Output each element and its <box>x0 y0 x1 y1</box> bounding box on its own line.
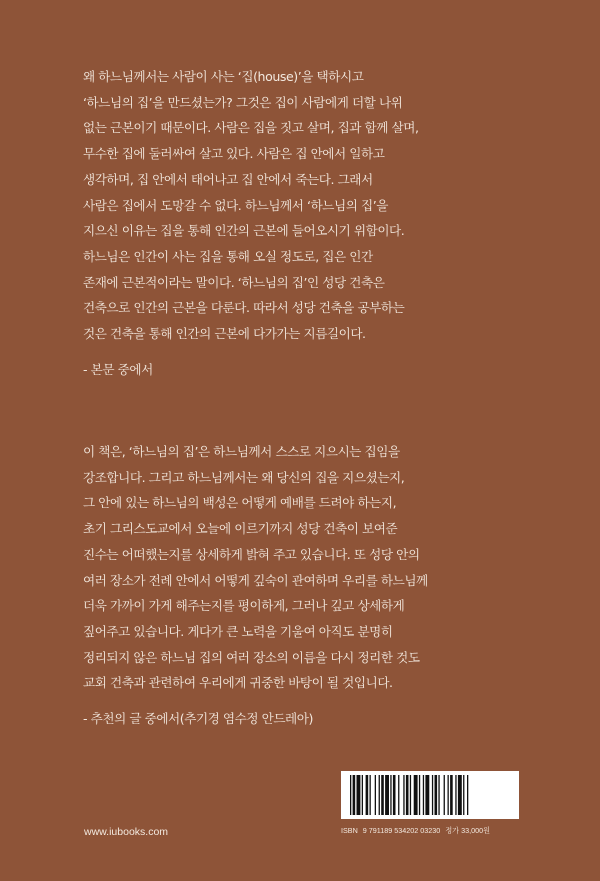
isbn-label: ISBN <box>341 826 358 835</box>
excerpt-line: 왜 하느님께서는 사람이 사는 ‘집(house)’을 택하시고 <box>83 69 364 84</box>
isbn-number: 9 791189 534202 03230 <box>362 826 441 835</box>
recommendation-line: 진수는 어떠했는지를 상세하게 밝혀 주고 있습니다. 또 성당 안의 <box>83 546 420 562</box>
excerpt-line: 지으신 이유는 집을 통해 인간의 근본에 들어오시기 위함이다. <box>83 223 405 239</box>
barcode <box>341 771 519 819</box>
excerpt-line: ‘하느님의 집’을 만드셨는가? 그것은 집이 사람에게 더할 나위 <box>83 94 403 110</box>
recommendation-line: 더욱 가까이 가게 해주는지를 평이하게, 그러나 깊고 상세하게 <box>83 598 405 614</box>
price-label: 정가 33,000원 <box>445 826 491 835</box>
recommendation-line: 이 책은, ‘하느님의 집’은 하느님께서 스스로 지으시는 집임을 <box>83 444 400 459</box>
recommendation-line: 초기 그리스도교에서 오늘에 이르기까지 성당 건축이 보여준 <box>83 521 398 537</box>
excerpt-source: - 본문 중에서 <box>83 362 153 377</box>
recommendation-line: 그 안에 있는 하느님의 백성은 어떻게 예배를 드려야 하는지, <box>83 495 397 511</box>
recommendation-line: 짚어주고 있습니다. 게다가 큰 노력을 기울여 아직도 분명히 <box>83 623 393 639</box>
excerpt-line: 없는 근본이기 때문이다. 사람은 집을 짓고 살며, 집과 함께 살며, <box>83 120 419 136</box>
excerpt-paragraph <box>83 64 523 347</box>
recommendation-line: 교회 건축과 관련하여 우리에게 귀중한 바탕이 될 것입니다. <box>83 675 393 691</box>
excerpt-line: 사람은 집에서 도망갈 수 없다. 하느님께서 ‘하느님의 집’을 <box>83 197 388 213</box>
recommendation-line: 여러 장소가 전례 안에서 어떻게 깊숙이 관여하며 우리를 하느님께 <box>83 572 428 588</box>
recommendation-source: - 추천의 글 중에서(추기경 염수정 안드레아) <box>83 711 313 726</box>
excerpt-line: 것은 건축을 통해 인간의 근본에 다가가는 지름길이다. <box>83 326 366 342</box>
excerpt-line: 생각하며, 집 안에서 태어나고 집 안에서 죽는다. 그래서 <box>83 171 373 187</box>
recommendation-paragraph <box>83 439 523 696</box>
excerpt-line: 하느님은 인간이 사는 집을 통해 오실 정도로, 집은 인간 <box>83 248 373 264</box>
excerpt-line: 무수한 집에 둘러싸여 살고 있다. 사람은 집 안에서 일하고 <box>83 146 385 162</box>
barcode-bars <box>350 775 510 815</box>
recommendation-line: 강조합니다. 그리고 하느님께서는 왜 당신의 집을 지으셨는지, <box>83 469 405 485</box>
publisher-website: www.iubooks.com <box>84 826 169 838</box>
recommendation-line: 정리되지 않은 하느님 집의 여러 장소의 이름을 다시 정리한 것도 <box>83 649 420 665</box>
excerpt-line: 건축으로 인간의 근본을 다룬다. 따라서 성당 건축을 공부하는 <box>83 300 405 316</box>
isbn-price-line <box>341 826 521 836</box>
excerpt-line: 존재에 근본적이라는 말이다. ‘하느님의 집’인 성당 건축은 <box>83 274 385 290</box>
